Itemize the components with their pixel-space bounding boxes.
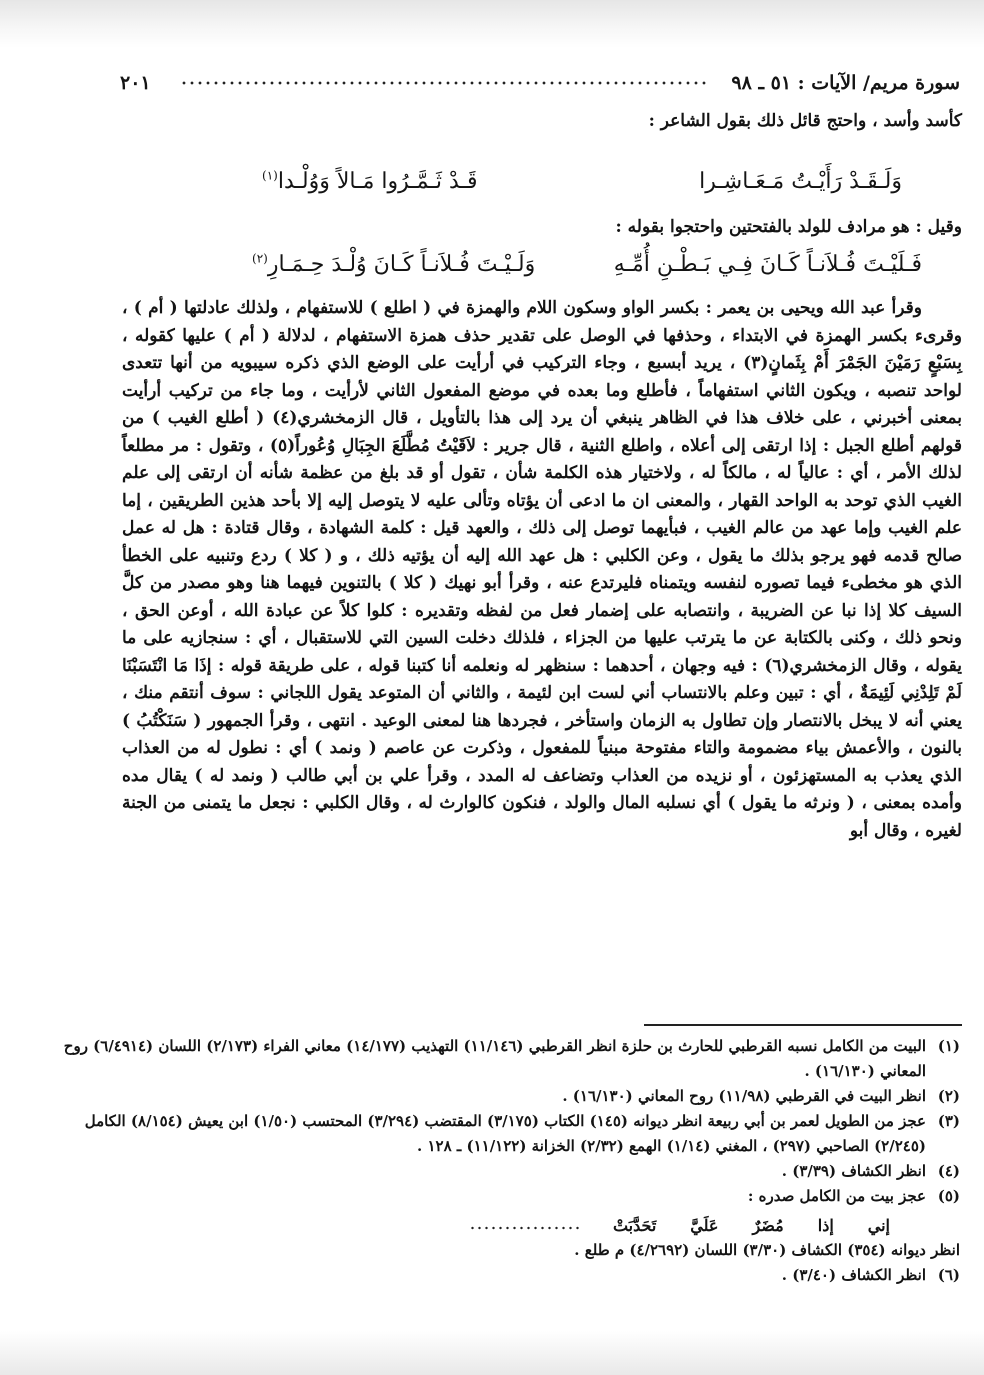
footnote-6 [30, 1263, 960, 1288]
footnote-number: (٤) [937, 1162, 960, 1180]
footnote-text: عجز بيت من الكامل صدره : [747, 1187, 926, 1205]
verse-word: إذا [817, 1216, 834, 1235]
verse-1-second-hemistich [262, 162, 477, 202]
footnote-5-source [30, 1238, 960, 1263]
footnote-text: انظر الكشاف (٣/٤٠) . [781, 1266, 926, 1284]
footnote-2 [30, 1084, 960, 1109]
verse-1 [262, 162, 902, 202]
verse-2-first-hemistich: فَـلَيْـتَ فُـلاَنـاً كَـانَ فِـي بَـطْـنِ أُمِّـهِ [613, 252, 922, 277]
scan-border-bottom [0, 1331, 984, 1375]
body-paragraph: وقرأ عبد الله ويحيى بن يعمر : بكسر الواو وسكون اللام والهمزة في ( اطلع ) للاستفهام ، ولذلك عادلتها ( أم ) ، وقرىء بكسر الهمزة في الابتداء ، وحذفها في الوصل على تقدير حذف همزة الاستفهام ، لدلالة ( أم ) عليها كقوله ، بِسَبْعٍ رَمَيْنَ الجَمْرَ أَمْ بِثَمانٍ(٣) ، يريد أبسبع ، وجاء التركيب في أرأيت على الوضع الذي ذكره سيبويه من أنها تتعدى لواحد تنصبه ، ويكون الثاني استفهاماً ، فأطلع وما بعده في موضع المفعول الثاني لأرأيت ، وما جاء من تركيب أرأيت بمعنى أخبرني ، على خلاف هذا في الظاهر ينبغي أن يرد إلى هذا بالتأويل ، قال الزمخشري(٤) ( أطلع الغيب ) من قولهم أطلع الجبل : إذا ارتقى إلى أعلاه ، واطلع الثنية ، قال جرير : لاَقَيْتُ مُطَّلَعَ الجِبَالِ وُعُوراً(٥) ، وتقول : مر مطلعاً لذلك الأمر ، أي : عالياً له ، مالكاً له ، ولاختيار هذه الكلمة شأن ، تقول أو قد بلغ من عظمة شأنه أن ارتقى إلى علم الغيب الذي توحد به الواحد القهار ، والمعنى ان ما ادعى أن يؤتاه وتألى عليه لا يتوصل إليه إلا بأحد هذين الطريقين ، إما علم الغيب وإما عهد من عالم الغيب ، فبأيهما توصل إلى ذلك ، والعهد قيل : كلمة الشهادة ، وقال قتادة : هل له عمل صالح قدمه فهو يرجو بذلك ما يقول ، وعن الكلبي : هل عهد الله إليه أن يؤتيه ذلك ، و ( كلا ) ردع وتنبيه على الخطأ الذي هو مخطىء فيما تصوره لنفسه ويتمناه فليرتدع عنه ، وقرأ أبو نهيك ( كلا ) بالتنوين فيهما هنا وهو مصدر من كلَّ السيف كلا إذا نبا عن الضريبة ، وانتصابه على إضمار فعل من لفظه وتقديره : كلوا كلاً عن عبادة الله ، أوعن الحق ، ونحو ذلك ، وكنى بالكتابة عن ما يترتب عليها من الجزاء ، فلذلك دخلت السين التي للاستقبال ، أي : سنجازيه على ما يقوله ، وقال الزمخشري(٦) : فيه وجهان ، أحدهما : سنظهر له ونعلمه أنا كتبنا قوله ، على طريقة قوله : إذَا مَا انْتَسَبْنَا لَمْ تَلِدْنِي لَئِيمَةٌ ، أي : تبين وعلم بالانتساب أني لست ابن لئيمة ، والثاني أن المتوعد يقول اللجاني : سوف أنتقم منك ، يعني أنه لا يبخل بالانتصار وإن تطاول به الزمان واستأخر ، فجردها هنا لمعنى الوعيد . انتهى ، وقرأ الجمهور ( سَنَكْتُبُ ) بالنون ، والأعمش بياء مضمومة والتاء مفتوحة مبنياً للمفعول ، وذكرت عن عاصم ( ونمد ) أي : نطول له من العذاب الذي يعذب به المستهزئون ، أو نزيده من العذاب وتضاعف له المدد ، وقرأ علي بن أبي طالب ( ونمد له ) يقال مده وأمده بمعنى ، ( ونرثه ما يقول ) أي نسلبه المال والولد ، فنكون كالوارث له ، وقال الكلبي : نجعل ما يتمنى من الجنة لغيره ، وقال أبو [122, 298, 962, 841]
verse-word: عَلَيَّ [690, 1216, 719, 1235]
verse-2 [252, 245, 922, 285]
footnote-text: عجز من الطويل لعمر بن أبي ربيعة انظر ديوانه (١٤٥) الكتاب (٣/١٧٥) المقتضب (٣/٢٩٤) المحتسب (١/٥٠) ابن يعيش (٨/١٥٤) الكامل (٢/٢٤٥) الصاحبي (٢٩٧) ، المغني (١/١٤) الهمع (٢/٣٢) الخزانة (١١/١٢٢) ـ ١٢٨ . [84, 1112, 926, 1155]
verse-2-second-hemistich [252, 245, 535, 285]
verse-2-second-text: وَلَـيْـتَ فُـلاَنـاً كَـانَ وُلْـدَ حِـمَـارِ [267, 252, 536, 277]
verse-word: مُضَرٌ [752, 1216, 784, 1235]
footnote-number: (٦) [937, 1266, 960, 1284]
verse-1-first-hemistich: وَلَـقَـدْ رَأَيْـتُ مَـعَـاشِـرا [699, 168, 902, 194]
footnote-5 [30, 1184, 960, 1209]
footnote-5-verse [30, 1213, 890, 1238]
footnote-text: انظر الكشاف (٣/٣٩) . [781, 1162, 926, 1180]
footnote-4 [30, 1159, 960, 1184]
footnote-number: (٢) [937, 1087, 960, 1105]
footnote-text: انظر البيت في القرطبي (١١/٩٨) روح المعاني (١٦/١٣٠) . [562, 1087, 926, 1105]
scan-border-top [0, 0, 984, 48]
verse-1-second-text: قَـدْ ثَـمَّـرُوا مَـالاً وَوُلْـدا [277, 168, 478, 194]
footnote-mark-1: (١) [262, 168, 278, 183]
intro-line: كأسد وأسد ، واحتج قائل ذلك بقول الشاعر : [648, 111, 962, 131]
leader-dots [180, 80, 710, 86]
footnote-number: (١) [937, 1037, 960, 1055]
surah-title: سورة مريم/ الآيات : ٥١ ـ ٩٨ [731, 72, 960, 94]
line-wa-qil: وقيل : هو مرادف للولد بالفتحتين واحتجوا بقوله : [615, 216, 962, 237]
ellipsis-dots [469, 1225, 579, 1231]
footnote-text: البيت من الكامل نسبه القرطبي للحارث بن حلزة انظر القرطبي (١١/١٤٦) التهذيب (١٤/١٧٧) معاني الفراء (٢/١٧٣) اللسان (٦/٤٩١٤) روح المعاني (١٦/١٣٠) . [63, 1037, 926, 1080]
footnote-separator [644, 1024, 962, 1026]
footnote-text: انظر ديوانه (٣٥٤) الكشاف (٣/٣٠) اللسان (٤/٢٦٩٢) م طلع . [574, 1241, 960, 1259]
footnote-number: (٥) [937, 1187, 960, 1205]
main-text [122, 108, 962, 845]
footnotes [30, 1034, 960, 1288]
verse-word: إني [867, 1216, 890, 1235]
verse-word: تَحَدَّبَتْ [612, 1216, 657, 1235]
footnote-1 [30, 1034, 960, 1084]
footnote-mark-2: (٢) [252, 251, 268, 266]
running-head [120, 68, 960, 98]
footnote-3 [30, 1109, 960, 1159]
page-number: ٢٠١ [120, 72, 151, 94]
footnote-number: (٣) [937, 1112, 960, 1130]
